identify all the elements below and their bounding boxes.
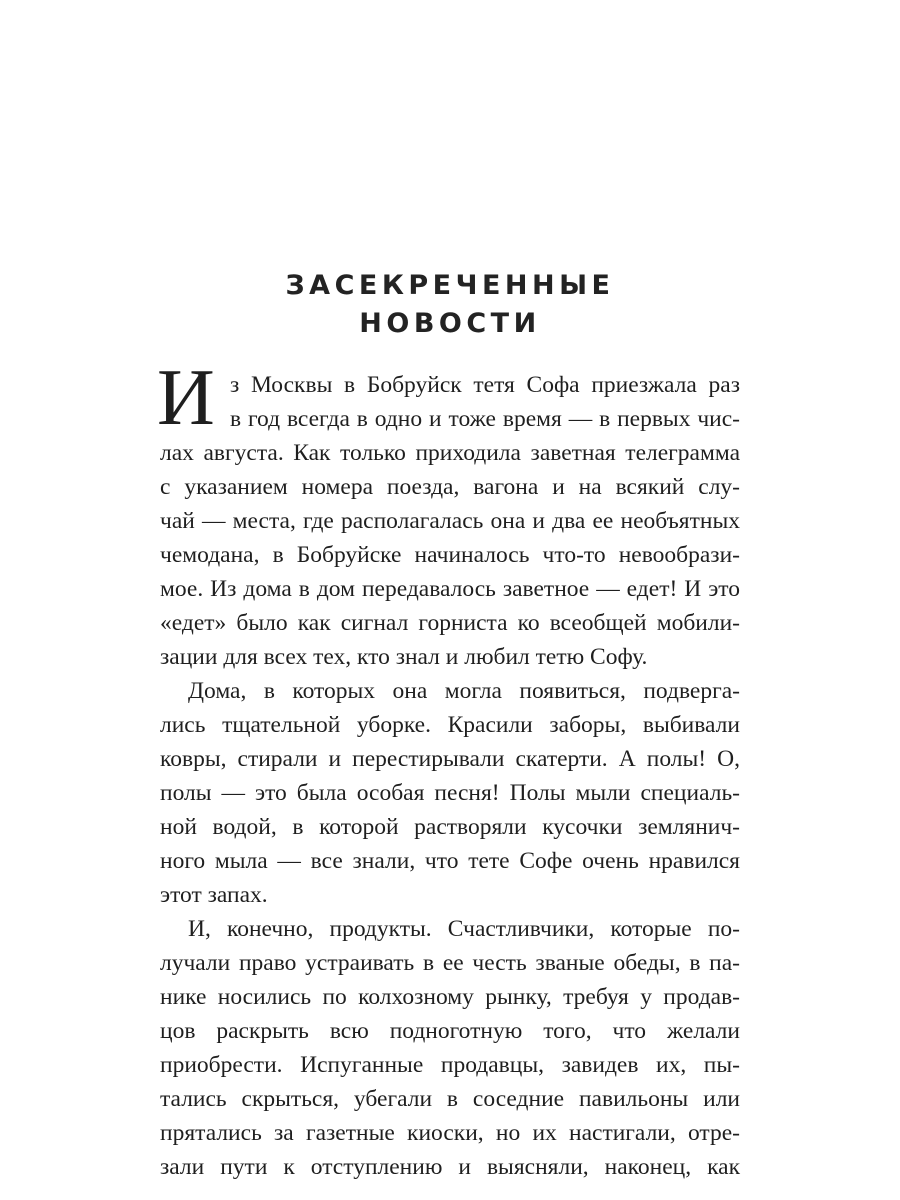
- text-line: лучали право устраивать в ее честь званые обеды, в па-: [160, 950, 740, 976]
- text-line: И, конечно, продукты. Счастливчики, которые по-: [188, 916, 740, 942]
- text-line: ного мыла — все знали, что тете Софе очень нравился: [160, 848, 740, 874]
- text-line: чемодана, в Бобруйске начиналось что-то невообрази-: [160, 542, 740, 568]
- text-line: з Москвы в Бобруйск тетя Софа приезжала раз: [230, 372, 740, 398]
- text-line: полы — это была особая песня! Полы мыли специаль-: [160, 780, 740, 806]
- text-line: этот запах.: [160, 882, 268, 908]
- text-line: «едет» было как сигнал горниста ко всеобщей мобили-: [160, 610, 740, 636]
- text-line: лись тщательной уборке. Красили заборы, выбивали: [160, 712, 740, 738]
- text-line: зации для всех тех, кто знал и любил тетю Софу.: [160, 644, 648, 670]
- text-line: чай — места, где располагалась она и два ее необъятных: [160, 508, 740, 534]
- text-line: в год всегда в одно и тоже время — в первых чис-: [230, 406, 740, 432]
- text-line: тались скрыться, убегали в соседние павильоны или: [160, 1086, 740, 1112]
- chapter-title-line-1: ЗАСЕКРЕЧЕННЫЕ: [285, 270, 615, 301]
- chapter-title-line-2: НОВОСТИ: [359, 308, 541, 339]
- text-line: ной водой, в которой растворяли кусочки землянич-: [160, 814, 740, 840]
- text-line: с указанием номера поезда, вагона и на всякий слу-: [160, 474, 740, 500]
- drop-cap: И: [157, 354, 215, 442]
- text-line: мое. Из дома в дом передавалось заветное — едет! И это: [160, 576, 740, 602]
- text-line: зали пути к отступлению и выясняли, наконец, как: [160, 1154, 740, 1180]
- text-line: прятались за газетные киоски, но их настигали, отре-: [160, 1120, 740, 1146]
- text-line: Дома, в которых она могла появиться, подверга-: [188, 678, 740, 704]
- text-line: цов раскрыть всю подноготную того, что желали: [160, 1018, 740, 1044]
- text-line: нике носились по колхозному рынку, требуя у продав-: [160, 984, 740, 1010]
- text-line: ковры, стирали и перестирывали скатерти. А полы! О,: [160, 746, 740, 772]
- text-line: лах августа. Как только приходила заветная телеграмма: [160, 440, 740, 466]
- text-line: приобрести. Испуганные продавцы, завидев их, пы-: [160, 1052, 740, 1078]
